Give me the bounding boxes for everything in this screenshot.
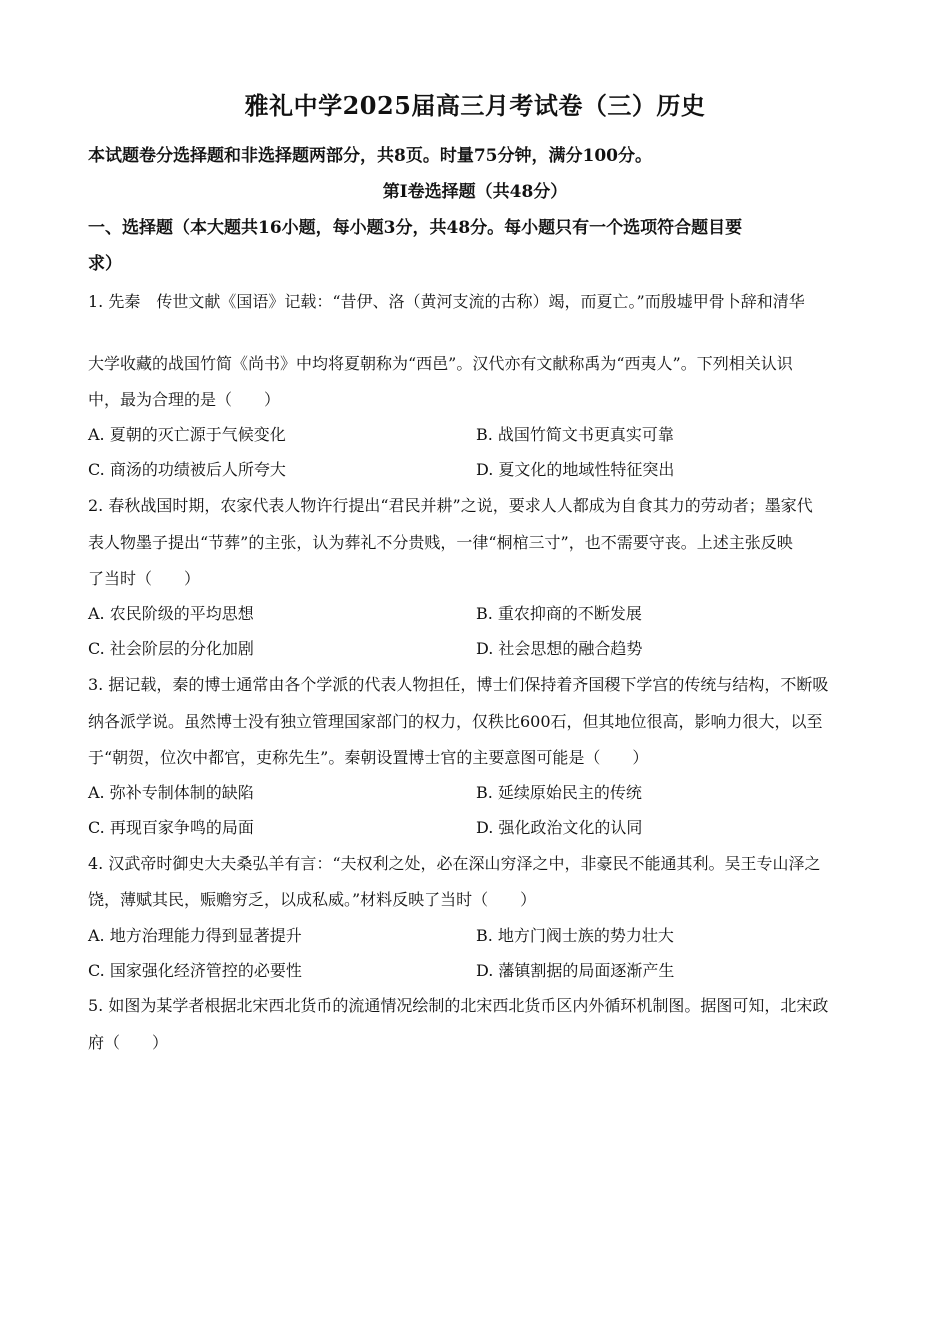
question-2-stem-line-1: 2. 春秋战国时期，农家代表人物许行提出“君民并耕”之说，要求人人都成为自食其力的劳动者；墨家代	[88, 496, 813, 515]
question-1-stem-line-2: 大学收藏的战国竹简《尚书》中均将夏朝称为“西邑”。汉代亦有文献称禹为“西夷人”。下列相关认识	[88, 354, 793, 373]
question-2-option-d: D. 社会思想的融合趋势	[476, 639, 643, 658]
question-4-option-d: D. 藩镇割据的局面逐渐产生	[476, 961, 675, 980]
part-title: 第Ⅰ卷选择题（共48分）	[382, 182, 568, 202]
exam-title: 雅礼中学2025届高三月考试卷（三）历史	[244, 91, 706, 120]
exam-intro: 本试题卷分选择题和非选择题两部分，共8页。时量75分钟，满分100分。	[88, 146, 652, 166]
question-5-stem-line-2: 府（ ）	[88, 1033, 169, 1052]
question-1-option-b: B. 战国竹简文书更真实可靠	[476, 425, 674, 444]
question-4-option-c: C. 国家强化经济管控的必要性	[88, 961, 302, 980]
question-3-stem-line-1: 3. 据记载，秦的博士通常由各个学派的代表人物担任，博士们保持着齐国稷下学宫的传统与结构，不断吸	[88, 675, 829, 694]
section-heading-line-2: 求）	[88, 254, 122, 274]
question-2-option-a: A. 农民阶级的平均思想	[88, 604, 254, 623]
question-1-option-a: A. 夏朝的灭亡源于气候变化	[88, 425, 286, 444]
question-3-stem-line-2: 纳各派学说。虽然博士没有独立管理国家部门的权力，仅秩比600石，但其地位很高，影响力很大，以至	[88, 712, 823, 731]
question-1-stem-line-3: 中，最为合理的是（ ）	[88, 390, 281, 409]
question-3-option-c: C. 再现百家争鸣的局面	[88, 818, 254, 837]
question-4-option-b: B. 地方门阀士族的势力壮大	[476, 926, 674, 945]
section-heading-line-1: 一、选择题（本大题共16小题，每小题3分，共48分。每小题只有一个选项符合题目要	[88, 218, 743, 238]
question-2-option-b: B. 重农抑商的不断发展	[476, 604, 642, 623]
question-4-stem-line-1: 4. 汉武帝时御史大夫桑弘羊有言：“夫权利之处，必在深山穷泽之中，非豪民不能通其利。吴王专山泽之	[88, 854, 821, 873]
question-1-option-c: C. 商汤的功绩被后人所夸大	[88, 460, 286, 479]
question-3-stem-line-3: 于“朝贺，位次中都官，吏称先生”。秦朝设置博士官的主要意图可能是（ ）	[88, 748, 649, 767]
question-4-stem-line-2: 饶，薄赋其民，赈赡穷乏，以成私威。”材料反映了当时（ ）	[88, 890, 537, 909]
question-2-stem-line-3: 了当时（ ）	[88, 569, 201, 588]
question-1-option-d: D. 夏文化的地域性特征突出	[476, 460, 675, 479]
question-4-option-a: A. 地方治理能力得到显著提升	[88, 926, 302, 945]
question-3-option-b: B. 延续原始民主的传统	[476, 783, 642, 802]
question-3-option-d: D. 强化政治文化的认同	[476, 818, 643, 837]
question-5-stem-line-1: 5. 如图为某学者根据北宋西北货币的流通情况绘制的北宋西北货币区内外循环机制图。据图可知，北宋政	[88, 996, 829, 1015]
question-2-option-c: C. 社会阶层的分化加剧	[88, 639, 254, 658]
question-1-stem-line-1: 1. 先秦 传世文献《国语》记载：“昔伊、洛（黄河支流的古称）竭，而夏亡。”而殷墟甲骨卜辞和清华	[88, 292, 805, 311]
question-2-stem-line-2: 表人物墨子提出“节葬”的主张，认为葬礼不分贵贱，一律“桐棺三寸”，也不需要守丧。上述主张反映	[88, 533, 793, 552]
question-3-option-a: A. 弥补专制体制的缺陷	[88, 783, 254, 802]
